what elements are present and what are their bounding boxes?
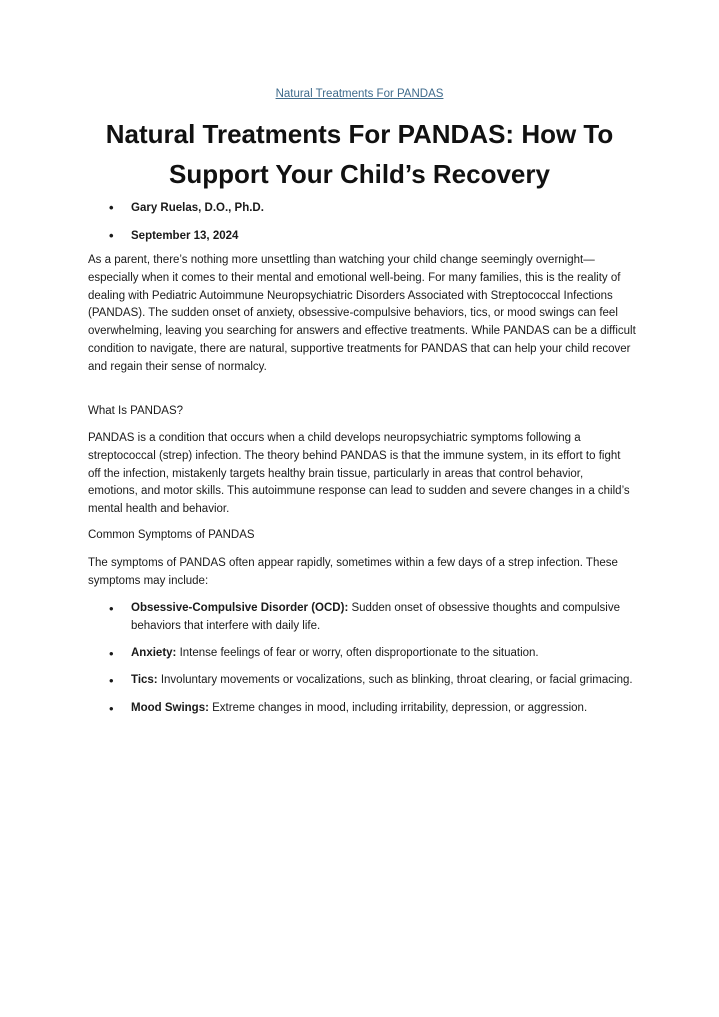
byline-list — [88, 199, 648, 217]
symptom-desc: Extreme changes in mood, including irritability, depression, or aggression. — [208, 701, 588, 714]
intro-paragraph: As a parent, there’s nothing more unsettling than watching your child change seemingly overnight—especially when it comes to their mental and emotional well-being. For many families, this is the reality of dealing with Pediatric Autoimmune Neuropsychiatric Disorders Associated with Streptococcal Infections (PANDAS). The sudden onset of anxiety, obsessive-compulsive behaviors, tics, or mood swings can feel overwhelming, leaving you searching for answers and effective treatments. While PANDAS can be a difficult condition to navigate, there are natural, supportive treatments for PANDAS that can help your child recover and regain their sense of normalcy. — [88, 254, 636, 373]
publish-date: • September 13, 2024 — [88, 227, 648, 245]
symptom-item — [88, 672, 636, 690]
symptom-term: Mood Swings: — [131, 701, 209, 714]
author: • Gary Ruelas, D.O., Ph.D. — [88, 199, 648, 217]
heading-what-is-pandas: What Is PANDAS? — [88, 405, 184, 417]
symptom-term: Anxiety: — [131, 647, 177, 660]
symptom-item — [88, 700, 636, 718]
symptom-desc: Intense feelings of fear or worry, often disproportionate to the situation. — [176, 647, 539, 660]
header-link[interactable]: Natural Treatments For PANDAS — [275, 88, 444, 100]
symptom-desc: Sudden onset of obsessive thoughts and compulsive behaviors that interfere with daily life. — [131, 602, 620, 632]
symptom-term: Obsessive-Compulsive Disorder (OCD): — [131, 602, 349, 614]
symptoms-list — [88, 600, 636, 727]
title-line-2: Support Your Child’s Recovery — [169, 159, 550, 189]
page-title — [60, 114, 659, 194]
what-is-paragraph: PANDAS is a condition that occurs when a child develops neuropsychiatric symptoms following a streptococcal (strep) infection. The theory behind PANDAS is that the immune system, in its effort to fight off the infection, mistakenly targets healthy brain tissue, particularly in areas that control behavior, emotions, and motor skills. This autoimmune response can lead to sudden and severe changes in a child’s mental health and behavior. — [88, 432, 630, 516]
heading-common-symptoms: Common Symptoms of PANDAS — [88, 529, 255, 541]
date-list — [88, 227, 648, 245]
title-line-1: Natural Treatments For PANDAS: How To — [105, 119, 614, 149]
symptom-desc: Involuntary movements or vocalizations, such as blinking, throat clearing, or facial grimacing. — [157, 674, 633, 687]
symptoms-intro-paragraph: The symptoms of PANDAS often appear rapidly, sometimes within a few days of a strep infection. These symptoms may include: — [88, 557, 618, 587]
symptom-item — [88, 600, 636, 636]
symptom-item — [88, 645, 636, 663]
symptom-term: Tics: — [131, 674, 158, 687]
